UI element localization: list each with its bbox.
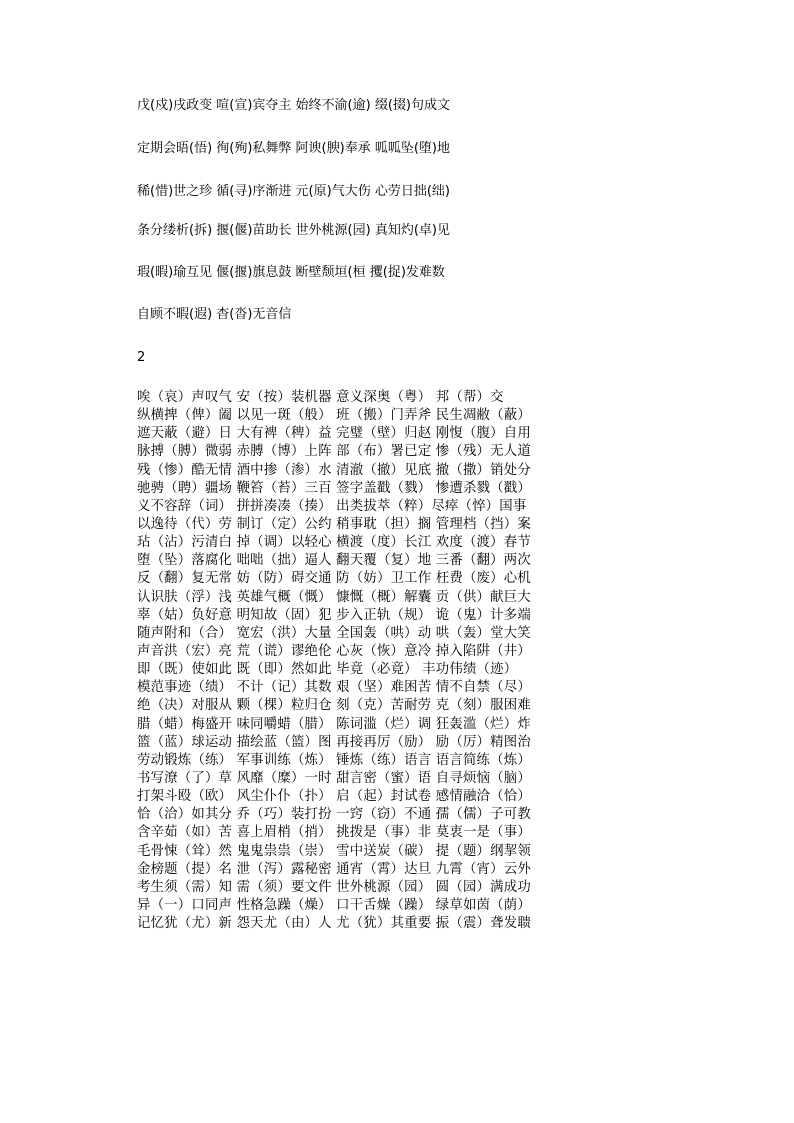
grid-row: 纵横捭（俾）阖 以见一斑（般） 班（搬）门弄斧 民生凋敝（蔽）: [137, 408, 531, 424]
text-line: 条分缕析(拆) 揠(偃)苗助长 世外桃源(园) 真知灼(卓)见: [137, 223, 450, 238]
grid-row: 书写潦（了）草 风靡（糜）一时 甜言密（蜜）语 自寻烦恼（脑）: [137, 770, 531, 786]
text-line: 瑕(暇)瑜互见 偃(揠)旗息鼓 断壁颓垣(桓 攫(捉)发难数: [137, 265, 445, 280]
grid-row: 义不容辞（词） 拼拼凑凑（揍） 出类拔萃（粹）尽瘁（悴）国事: [137, 498, 527, 514]
grid-row: 记忆犹（尤）新 怨天尤（由）人 尤（犹）其重要 振（震）聋发聩: [137, 916, 531, 932]
grid-row: 玷（沾）污清白 掉（调）以轻心 横渡（度）长江 欢度（渡）春节: [137, 535, 531, 551]
grid-row: 异（一）口同声 性格急躁（燥） 口干舌燥（躁） 绿草如茵（荫）: [137, 897, 531, 913]
grid-row: 毛骨悚（耸）然 鬼鬼祟祟（崇） 雪中送炭（碳） 提（题）纲挈领: [137, 843, 531, 859]
text-line: 稀(惜)世之珍 循(寻)序渐进 元(原)气大伤 心劳日拙(绌): [137, 184, 450, 199]
grid-row: 随声附和（合） 宽宏（洪）大量 全国轰（哄）动 哄（轰）堂大笑: [137, 625, 531, 641]
grid-row: 考生须（需）知 需（须）要文件 世外桃源（园） 圆（园）满成功: [137, 879, 531, 895]
grid-row: 篮（蓝）球运动 描绘蓝（篮）图 再接再厉（励） 励（厉）精图治: [137, 734, 531, 750]
grid-row: 反（翻）复无常 妨（防）碍交通 防（妨）卫工作 枉费（废）心机: [137, 571, 531, 587]
text-line: 戊(戍)戌政变 喧(宣)宾夺主 始终不渝(逾) 缀(掇)句成文: [137, 98, 450, 113]
grid-row: 声音洪（宏）亮 荒（谎）谬绝伦 心灰（恢）意冷 掉入陷阱（井）: [137, 643, 531, 659]
grid-row: 以逸待（代）劳 制订（定）公约 稍事耽（担）搁 管理档（挡）案: [137, 516, 531, 532]
grid-row: 金榜题（提）名 泄（泻）露秘密 通宵（霄）达旦 九霄（宵）云外: [137, 861, 531, 877]
grid-row: 脉搏（膊）微弱 赤膊（博）上阵 部（布）署已定 惨（残）无人道: [137, 444, 531, 460]
grid-row: 唉（哀）声叹气 安（按）装机器 意义深奥（粤） 邦（帮）交: [137, 390, 504, 405]
grid-row: 打架斗殴（欧） 风尘仆仆（扑） 启（起）封试卷 感情融洽（恰）: [137, 789, 531, 805]
grid-row: 残（惨）酷无情 酒中掺（渗）水 清澈（撤）见底 撤（撒）销处分: [137, 462, 531, 478]
grid-row: 遮天蔽（避）日 大有裨（稗）益 完璧（壁）归赵 刚愎（腹）自用: [137, 426, 531, 442]
grid-row: 堕（坠）落腐化 咄咄（拙）逼人 翻天覆（复）地 三番（翻）两次: [137, 553, 531, 569]
grid-row: 认识肤（浮）浅 英雄气概（慨） 慷慨（概）解囊 贡（供）献巨大: [137, 589, 531, 605]
word-grid: [137, 389, 557, 933]
grid-row: 含辛茹（如）苦 喜上眉梢（捎） 挑拨是（事）非 莫衷一是（事）: [137, 825, 531, 841]
grid-row: 绝（决）对服从 颗（棵）粒归仓 刻（克）苦耐劳 克（刻）服困难: [137, 698, 531, 714]
grid-row: 恰（洽）如其分 乔（巧）装打扮 一窍（窃）不通 孺（儒）子可教: [137, 807, 531, 823]
grid-row: 模范事迹（绩） 不计（记）其数 艰（坚）难困苦 情不自禁（尽）: [137, 680, 531, 696]
page-number: 2: [137, 350, 146, 365]
text-line: 自顾不暇(遐) 杳(沓)无音信: [137, 307, 292, 322]
grid-row: 辜（姑）负好意 明知故（固）犯 步入正轨（规） 诡（鬼）计多端: [137, 607, 531, 623]
grid-row: 驰骋（聘）疆场 鞭笞（苔）三百 签字盖戳（戮） 惨遭杀戮（戳）: [137, 480, 531, 496]
grid-row: 即（既）使如此 既（即）然如此 毕竟（必竟） 丰功伟绩（迹）: [137, 662, 518, 678]
grid-row: 劳动锻炼（练） 军事训练（炼） 锤炼（练）语言 语言简练（炼）: [137, 752, 531, 768]
grid-row: 腊（蜡）梅盛开 味同嚼蜡（腊） 陈词滥（烂）调 狂轰滥（烂）炸: [137, 716, 531, 732]
text-line: 定期会晤(悟) 徇(殉)私舞弊 阿谀(腴)奉承 呱呱坠(堕)地: [137, 141, 450, 156]
